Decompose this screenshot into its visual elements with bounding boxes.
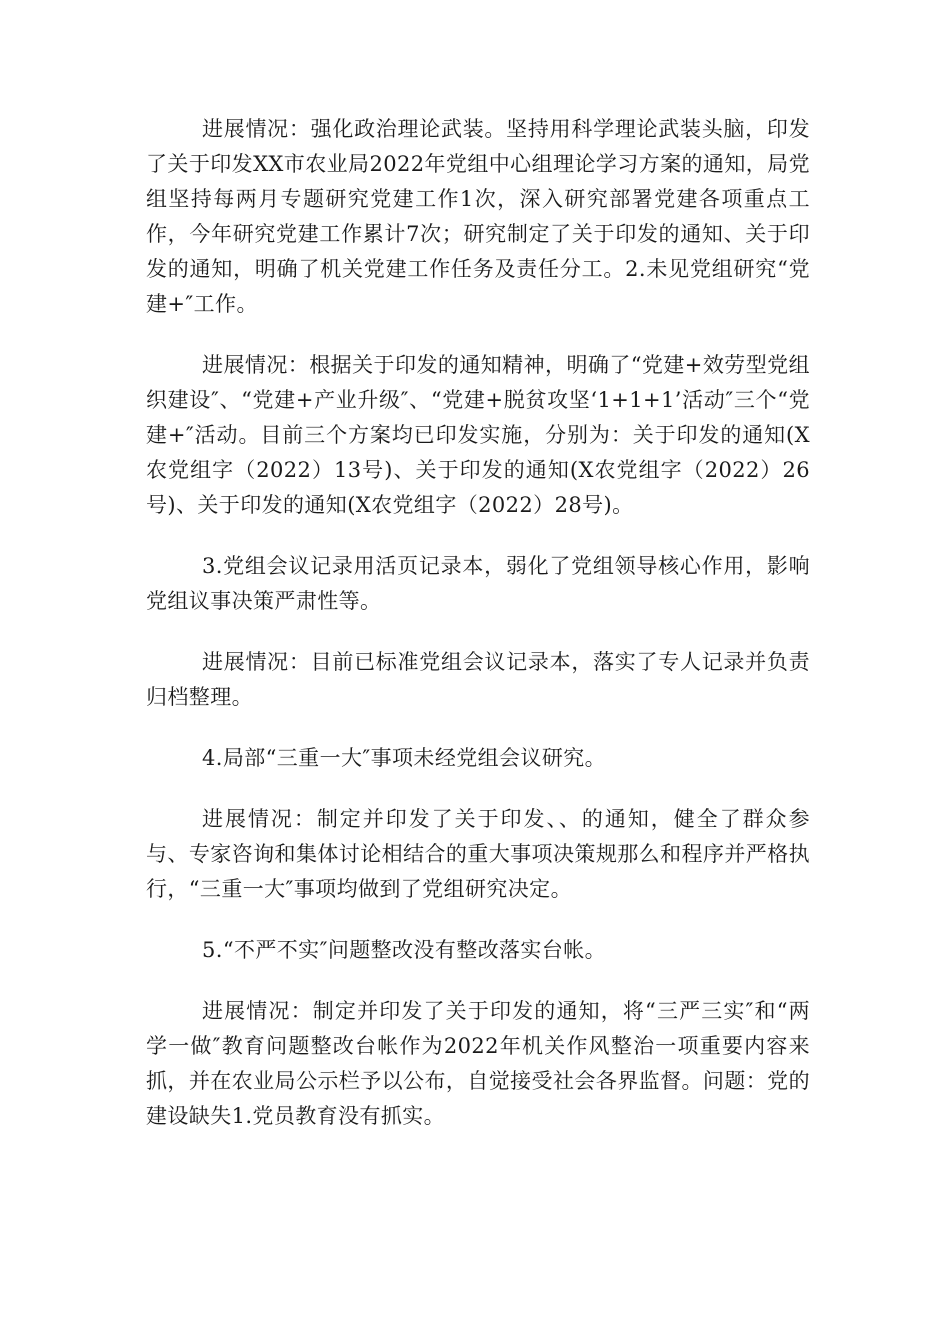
paragraph-issue-three-major-one-large: 4.局部“三重一大″事项未经党组会议研究。 [202,746,607,770]
paragraph-progress-rectification-ledger: 进展情况：制定并印发了关于印发的通知，将“三严三实″和“两学一做″教育问题整改台帐作为2022年机关作风整治一项重要内容来抓，并在农业局公示栏予以公布，自觉接受社会各界监督。问题：党的建设缺失1.党员教育没有抓实。 [146,999,810,1128]
paragraph-issue-meeting-records: 3.党组会议记录用活页记录本，弱化了党组领导核心作用，影响党组议事决策严肃性等。 [146,554,810,613]
paragraph-progress-meeting-records: 进展情况：目前已标准党组会议记录本，落实了专人记录并负责归档整理。 [146,650,810,709]
paragraph-progress-theory: 进展情况：强化政治理论武装。坚持用科学理论武装头脑，印发了关于印发XX市农业局2022年党组中心组理论学习方案的通知，局党组坚持每两月专题研究党建工作1次，深入研究部署党建各项重点工作，今年研究党建工作累计7次；研究制定了关于印发的通知、关于印发的通知，明确了机关党建工作任务及责任分工。2.未见党组研究“党建+″工作。 [146,117,810,316]
document-body [146,112,810,1160]
paragraph-progress-three-major-one-large: 进展情况：制定并印发了关于印发、、的通知，健全了群众参与、专家咨询和集体讨论相结合的重大事项决策规那么和程序并严格执行，“三重一大″事项均做到了党组研究决定。 [146,807,810,901]
paragraph-issue-rectification-ledger: 5.“不严不实″问题整改没有整改落实台帐。 [202,938,607,962]
paragraph-progress-party-building-plus: 进展情况：根据关于印发的通知精神，明确了“党建+效劳型党组织建设″、“党建+产业升级″、“党建+脱贫攻坚‘1+1+1’活动″三个“党建+″活动。目前三个方案均已印发实施，分别为：关于印发的通知(X农党组字（2022）13号)、关于印发的通知(X农党组字（2022）26号)、关于印发的通知(X农党组字（2022）28号)。 [146,353,810,517]
